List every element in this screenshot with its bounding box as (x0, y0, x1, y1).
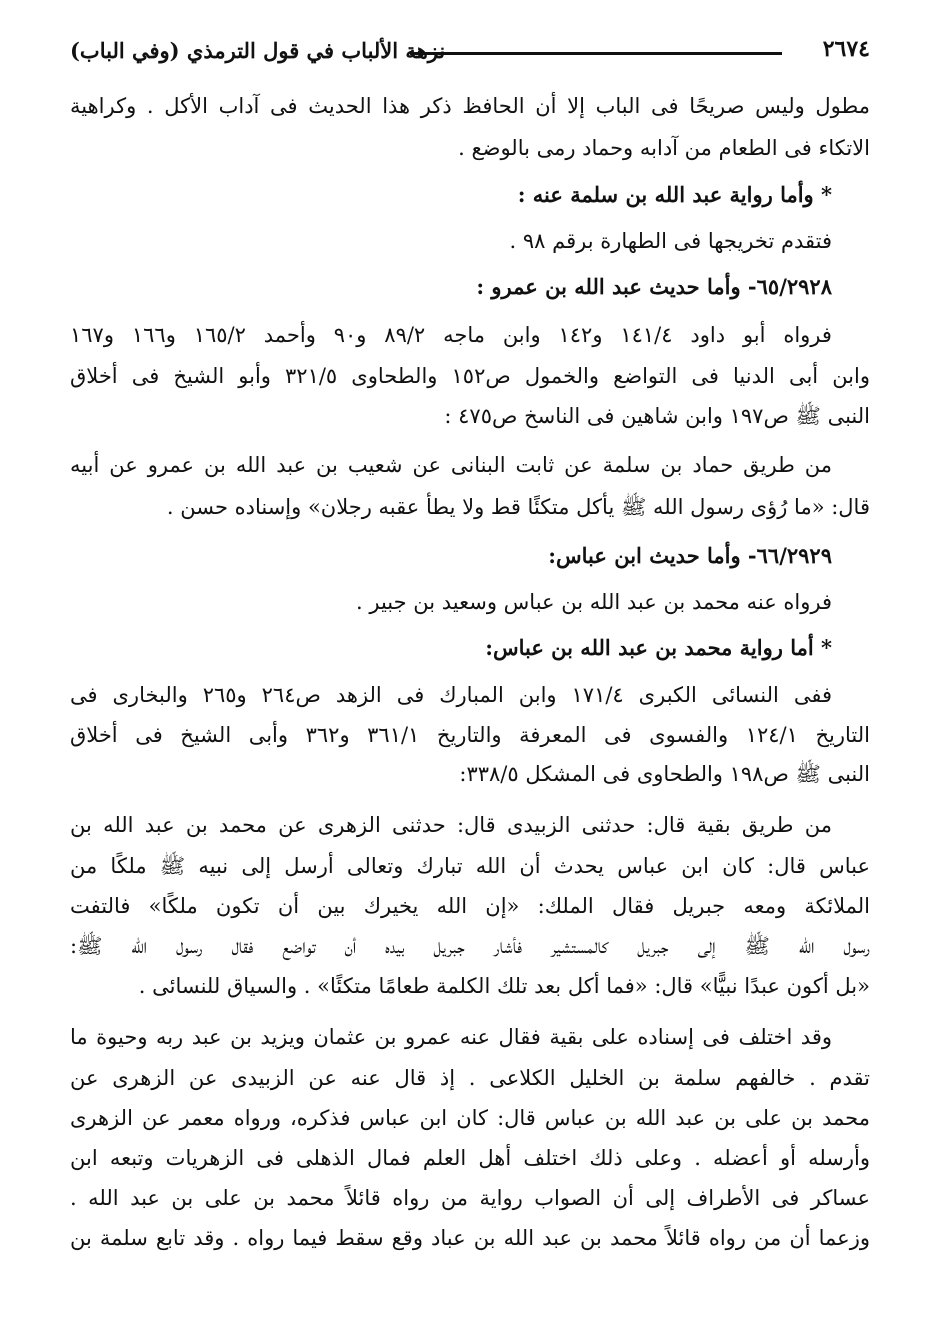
text-line: تقدم . خالفهم سلمة بن الخليل الكلاعى . إذ قال عنه عن الزبيدى عن الزهرى عن (70, 1066, 870, 1090)
text-line: «بل أكون عبدًا نبيًّا» قال: «فما أكل بعد تلك الكلمة طعامًا متكئًا» . والسياق للنسائى . (138, 974, 870, 998)
text-line: ففى النسائى الكبرى ١٧١/٤ وابن المبارك فى الزهد ص٢٦٤ و٢٦٥ والبخارى فى (70, 683, 832, 707)
text-line: فرواه عنه محمد بن عبد الله بن عباس وسعيد بن جبير . (356, 590, 832, 614)
text-line: وقد اختلف فى إسناده على بقية فقال عنه عمرو بن عثمان ويزيد بن عبد ربه وحيوة ما (70, 1025, 832, 1049)
text-line: قال: «ما رُؤى رسول الله ﷺ يأكل متكئًا قط ولا يطأ عقبه رجلان» وإسناده حسن . (166, 495, 870, 519)
text-line: التاريخ ١٢٤/١ والفسوى فى المعرفة والتاريخ ٣٦١/١ و٣٦٢ وأبى الشيخ فى أخلاق (70, 723, 870, 747)
text-line: فتقدم تخريجها فى الطهارة برقم ٩٨ . (509, 229, 832, 253)
page-header (70, 34, 870, 74)
text-line: النبى ﷺ ص١٩٧ وابن شاهين فى الناسخ ص٤٧٥ : (444, 404, 870, 428)
text-line: عباس قال: كان ابن عباس يحدث أن الله تبارك وتعالى أرسل إلى نبيه ﷺ ملكًا من (70, 854, 870, 878)
text-line: الاتكاء فى الطعام من آدابه وحماد رمى بالوضع . (458, 136, 870, 160)
text-line: محمد بن على بن عبد الله بن عباس قال: كان ابن عباس فذكره، ورواه معمر عن الزهرى (70, 1106, 870, 1130)
text-line: الملائكة ومعه جبريل فقال الملك: «إن الله يخيرك بين أن تكون ملكًا» فالتفت (70, 894, 870, 918)
subheading: * أما رواية محمد بن عبد الله بن عباس: (485, 635, 832, 660)
text-line: وزعما أن من رواه قائلاً محمد بن عبد الله بن عباد وقع سقط فيما رواه . وقد تابع سلمة بن (70, 1226, 870, 1250)
subheading: * وأما رواية عبد الله بن سلمة عنه : (517, 182, 832, 207)
text-line: مطول وليس صريحًا فى الباب إلا أن الحافظ ذكر هذا الحديث فى آداب الأكل . وكراهية (70, 94, 870, 118)
text-line: من طريق بقية قال: حدثنى الزبيدى قال: حدثنى الزهرى عن محمد بن عبد الله بن (70, 813, 832, 837)
section-heading: ٦٥/٢٩٢٨- وأما حديث عبد الله بن عمرو : (476, 274, 832, 299)
text-line: رسول الله ﷺ إلى جبريل كالمستشير فأشار جبريل بيده أن تواضع فقال رسول الله ﷺ: (70, 934, 870, 958)
header-rule (410, 52, 782, 55)
text-line: فرواه أبو داود ١٤١/٤ و١٤٢ وابن ماجه ٨٩/٢ و٩٠ وأحمد ١٦٥/٢ و١٦٦ و١٦٧ (70, 323, 832, 347)
text-line: النبى ﷺ ص١٩٨ والطحاوى فى المشكل ٣٣٨/٥: (459, 762, 870, 786)
page-number: ٢٦٧٤ (822, 36, 870, 62)
text-line: عساكر فى الأطراف إلى أن الصواب رواية من رواه قائلاً محمد بن على بن عبد الله . (70, 1186, 870, 1210)
text-line: من طريق حماد بن سلمة عن ثابت البنانى عن شعيب بن عبد الله بن عمرو عن أبيه (70, 453, 832, 477)
section-heading: ٦٦/٢٩٢٩- وأما حديث ابن عباس: (548, 543, 832, 568)
text-line: وأرسله أو أعضله . وعلى ذلك اختلف أهل العلم فمال الذهلى فى الزهريات وتبعه ابن (70, 1146, 870, 1170)
running-title: نزهة الألباب في قول الترمذي (وفي الباب) (70, 38, 446, 63)
text-line: وابن أبى الدنيا فى التواضع والخمول ص١٥٢ والطحاوى ٣٢١/٥ وأبو الشيخ فى أخلاق (70, 364, 871, 388)
